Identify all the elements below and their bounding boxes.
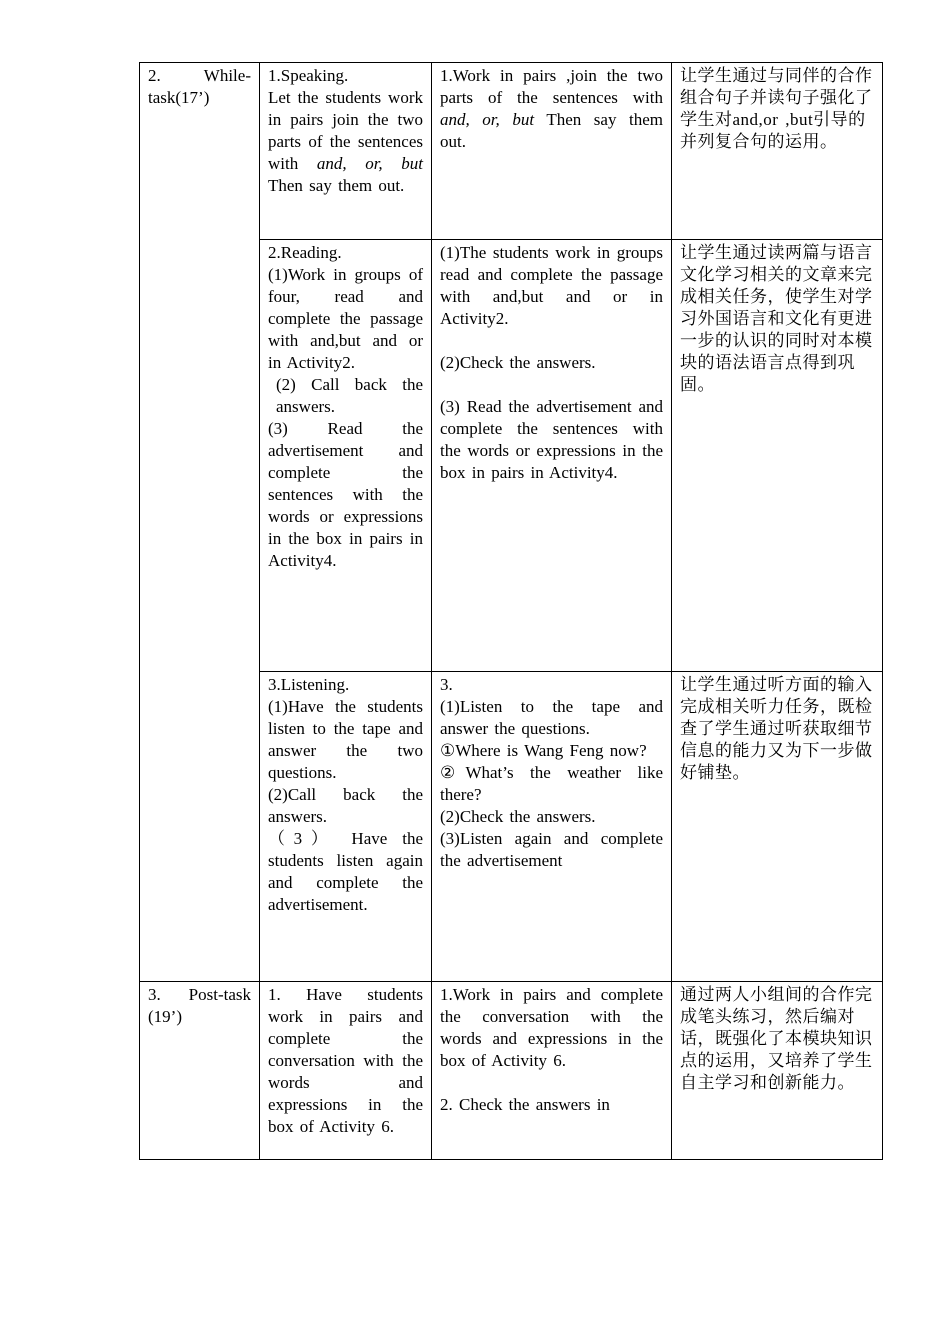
teacher-line: Let the students work in pairs join the two parts of the sentences with xyxy=(268,88,423,173)
student-line: 2. Check the answers in xyxy=(440,1095,610,1114)
student-activity-cell xyxy=(432,63,672,240)
student-line: 1.Work in pairs and complete the conversation with the words and expressions in the box of Activity 6. xyxy=(440,985,663,1070)
student-line: (3) Read the advertisement and complete the sentences with the words or expressions in the box in pairs in Activity4. xyxy=(440,397,663,482)
student-activity-cell xyxy=(432,240,672,672)
teacher-line: （3） Have the students listen again and complete the advertisement. xyxy=(268,829,423,914)
teacher-activity-cell xyxy=(260,672,432,982)
student-line: (2)Check the answers. xyxy=(440,353,596,372)
teacher-line-italic: and, or, but xyxy=(316,154,423,173)
student-line: (2)Check the answers. xyxy=(440,807,596,826)
table-row xyxy=(140,982,883,1160)
student-line: (3)Listen again and complete the advertisement xyxy=(440,829,663,870)
purpose-cell xyxy=(672,982,883,1160)
student-line: ①Where is Wang Feng now? xyxy=(440,741,647,760)
teacher-line: (1)Work in groups of four, read and complete the passage with and,but and or in Activity2. xyxy=(268,265,423,372)
student-activity-cell xyxy=(432,672,672,982)
teacher-line: (2) Call back the answers. xyxy=(276,375,423,416)
teacher-line: Then say them out. xyxy=(268,176,405,195)
student-line: (1)Listen to the tape and answer the questions. xyxy=(440,697,663,738)
step-cell-post-task xyxy=(140,982,260,1160)
purpose-text: 通过两人小组间的合作完成笔头练习，然后编对话，既强化了本模块知识点的运用，又培养了学生自主学习和创新能力。 xyxy=(680,985,873,1092)
lesson-plan-table xyxy=(139,62,883,1160)
teacher-line: (1)Have the students listen to the tape and answer the two questions. xyxy=(268,697,423,782)
purpose-cell xyxy=(672,63,883,240)
teacher-line: (3) Read the advertisement and complete the sentences with the words or expressions in the box in pairs in Activity4. xyxy=(268,419,423,570)
student-line: 3. xyxy=(440,675,453,694)
step-label: 2. While-task(17’) xyxy=(148,66,251,107)
purpose-cell xyxy=(672,672,883,982)
teacher-line: 3.Listening. xyxy=(268,675,350,694)
teacher-activity-cell xyxy=(260,982,432,1160)
student-line: 1.Work in pairs ,join the two parts of the sentences with xyxy=(440,66,663,107)
teacher-line: (2)Call back the answers. xyxy=(268,785,423,826)
student-line: ②What’s the weather like there? xyxy=(440,763,663,804)
teacher-line: 1.Speaking. xyxy=(268,66,349,85)
teacher-activity-cell xyxy=(260,240,432,672)
purpose-text: 让学生通过读两篇与语言文化学习相关的文章来完成相关任务，使学生对学习外国语言和文化有更进一步的认识的同时对本模块的语法语言点得到巩固。 xyxy=(680,243,873,394)
student-line-italic: and, or, but xyxy=(440,110,535,129)
student-line: Then say them out. xyxy=(440,110,663,151)
student-line: (1)The students work in groups read and complete the passage with and,but and or in Activity2. xyxy=(440,243,663,328)
purpose-cell xyxy=(672,240,883,672)
purpose-text: 让学生通过与同伴的合作组合句子并读句子强化了学生对and,or ,but引导的并列复合句的运用。 xyxy=(680,66,873,151)
teacher-activity-cell xyxy=(260,63,432,240)
student-activity-cell xyxy=(432,982,672,1160)
table-row xyxy=(140,63,883,240)
step-label: 3. Post-task (19’) xyxy=(148,985,251,1026)
purpose-text: 让学生通过听方面的输入完成相关听力任务，既检查了学生通过听获取细节信息的能力又为下一步做好铺垫。 xyxy=(680,675,873,782)
step-cell-while-task xyxy=(140,63,260,982)
teacher-line: 1. Have students work in pairs and complete the conversation with the words and expressions in the box of Activity 6. xyxy=(268,985,423,1136)
teacher-line: 2.Reading. xyxy=(268,243,342,262)
